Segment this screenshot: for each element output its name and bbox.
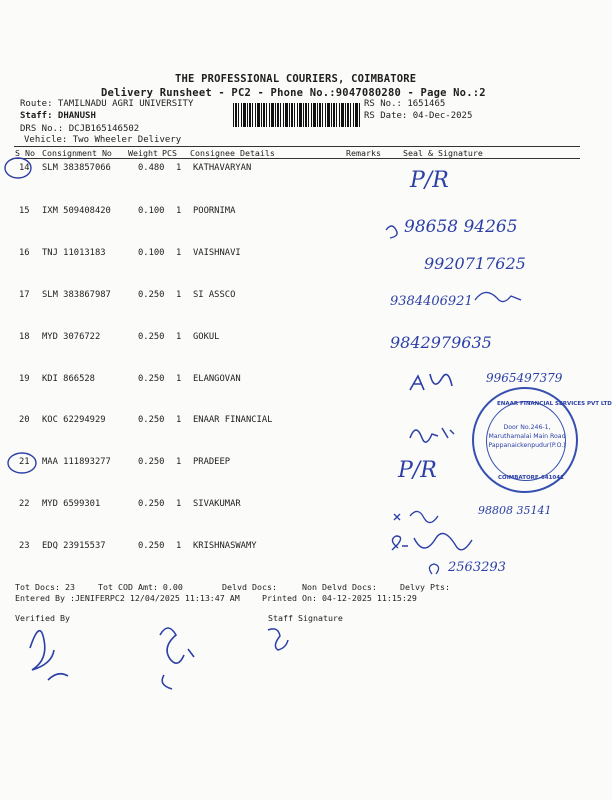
handwriting-row15: 98658 94265 bbox=[404, 217, 518, 237]
row-consignment: EDQ 23915537 bbox=[42, 541, 106, 551]
handwriting-row14: P/R bbox=[410, 168, 449, 193]
row-sno: 22 bbox=[19, 499, 30, 509]
ink-signature-22 bbox=[394, 511, 438, 522]
col-pcs: PCS bbox=[162, 148, 177, 158]
verifier-signature bbox=[30, 631, 68, 680]
row-sno: 21 bbox=[19, 457, 30, 467]
row-sno: 19 bbox=[19, 374, 30, 384]
row-consignment: MYD 6599301 bbox=[42, 499, 101, 509]
row-consignment: SLM 383867987 bbox=[42, 290, 111, 300]
delivered-docs: Delvd Docs: bbox=[222, 582, 277, 592]
row-weight: 0.250 bbox=[138, 290, 165, 300]
row-consignment: KDI 866528 bbox=[42, 374, 95, 384]
handwriting-row23: 2563293 bbox=[448, 560, 506, 575]
verified-by-label: Verified By bbox=[15, 613, 70, 623]
row-pcs: 1 bbox=[176, 374, 182, 384]
delivery-points: Delvy Pts: bbox=[400, 582, 450, 592]
row-consignment: MYD 3076722 bbox=[42, 332, 101, 342]
row-pcs: 1 bbox=[176, 415, 182, 425]
row-sno: 15 bbox=[19, 206, 30, 216]
col-remarks: Remarks bbox=[346, 148, 381, 158]
row-pcs: 1 bbox=[176, 499, 182, 509]
vehicle-label: Vehicle: Two Wheeler Delivery bbox=[24, 135, 182, 145]
row-consignee: ELANGOVAN bbox=[193, 374, 241, 384]
handwriting-row17: 9384406921 bbox=[390, 294, 473, 309]
row-weight: 0.100 bbox=[138, 206, 165, 216]
stamp-address-line2: Maruthamalai Main Road bbox=[488, 433, 566, 440]
rs-number: RS No.: 1651465 bbox=[364, 99, 446, 109]
row-consignment: KOC 62294929 bbox=[42, 415, 106, 425]
row-pcs: 1 bbox=[176, 457, 182, 467]
row-weight: 0.100 bbox=[138, 248, 165, 258]
row-pcs: 1 bbox=[176, 248, 182, 258]
row-sno: 20 bbox=[19, 415, 30, 425]
header-bottom-rule bbox=[14, 158, 580, 159]
row-sno: 23 bbox=[19, 541, 30, 551]
handwriting-row21: P/R bbox=[398, 458, 437, 483]
table-row bbox=[0, 290, 600, 304]
row-consignment: IXM 509408420 bbox=[42, 206, 111, 216]
row-consignment: TNJ 11013183 bbox=[42, 248, 106, 258]
row-consignee: GOKUL bbox=[193, 332, 220, 342]
handwriting-row19: 9965497379 bbox=[486, 371, 563, 385]
company-title: THE PROFESSIONAL COURIERS, COIMBATORE bbox=[175, 73, 417, 85]
row-consignee: POORNIMA bbox=[193, 206, 236, 216]
row-consignee: SIVAKUMAR bbox=[193, 499, 241, 509]
row-sno: 14 bbox=[19, 163, 30, 173]
row-consignee: VAISHNAVI bbox=[193, 248, 241, 258]
row-consignment: MAA 111893277 bbox=[42, 457, 111, 467]
row-pcs: 1 bbox=[176, 206, 182, 216]
handwriting-row22: 98808 35141 bbox=[478, 504, 552, 517]
row-weight: 0.250 bbox=[138, 499, 165, 509]
stamp-address-line1: Door No.246-1, bbox=[503, 424, 551, 431]
col-sno: S No bbox=[15, 148, 35, 158]
table-row bbox=[0, 541, 600, 555]
entered-by: Entered By :JENIFERPC2 12/04/2025 11:13:47 AM bbox=[15, 593, 240, 603]
col-consignee: Consignee Details bbox=[190, 148, 275, 158]
drs-number: DRS No.: DCJB165146502 bbox=[20, 124, 140, 134]
staff-label: Staff: DHANUSH bbox=[20, 111, 96, 121]
ink-signature-20 bbox=[410, 428, 454, 442]
stamp-ring-text: ENAAR FINANCIAL SERVICES PVT LTD bbox=[497, 401, 612, 407]
row-consignee: SI ASSCO bbox=[193, 290, 236, 300]
col-consignment: Consignment No bbox=[42, 148, 112, 158]
company-stamp bbox=[472, 387, 612, 493]
stamp-address-line3: Pappanaickenpudur(P.O.) bbox=[488, 442, 566, 449]
table-row bbox=[0, 163, 600, 177]
total-cod-amount: Tot COD Amt: 0.00 bbox=[98, 582, 183, 592]
entered-signature bbox=[160, 628, 194, 689]
printed-on: Printed On: 04-12-2025 11:15:29 bbox=[262, 593, 417, 603]
row-sno: 16 bbox=[19, 248, 30, 258]
col-weight: Weight bbox=[128, 148, 158, 158]
handwriting-row16: 9920717625 bbox=[424, 254, 526, 273]
handwriting-row18: 9842979635 bbox=[390, 333, 492, 352]
row-pcs: 1 bbox=[176, 332, 182, 342]
stamp-city: COIMBATORE-641041 bbox=[498, 475, 564, 481]
runsheet-subtitle: Delivery Runsheet - PC2 - Phone No.:9047080280 - Page No.:2 bbox=[101, 87, 486, 99]
row-consignee: KATHAVARYAN bbox=[193, 163, 252, 173]
row-weight: 0.480 bbox=[138, 163, 165, 173]
row-pcs: 1 bbox=[176, 541, 182, 551]
row-weight: 0.250 bbox=[138, 332, 165, 342]
ink-initial-15 bbox=[386, 226, 397, 238]
row-consignee: ENAAR FINANCIAL bbox=[193, 415, 273, 425]
ink-mark-23b bbox=[429, 564, 438, 574]
row-sno: 18 bbox=[19, 332, 30, 342]
row-consignment: SLM 383857066 bbox=[42, 163, 111, 173]
barcode-image bbox=[233, 103, 361, 127]
table-row bbox=[0, 332, 600, 346]
route-label: Route: TAMILNADU AGRI UNIVERSITY bbox=[20, 99, 194, 109]
header-top-rule bbox=[14, 146, 580, 147]
row-pcs: 1 bbox=[176, 290, 182, 300]
row-pcs: 1 bbox=[176, 163, 182, 173]
row-weight: 0.250 bbox=[138, 541, 165, 551]
row-weight: 0.250 bbox=[138, 457, 165, 467]
rs-date: RS Date: 04-Dec-2025 bbox=[364, 111, 473, 121]
stamp-address bbox=[484, 423, 570, 450]
row-consignee: KRISHNASWAMY bbox=[193, 541, 257, 551]
staff-signature-label: Staff Signature bbox=[268, 613, 343, 623]
row-weight: 0.250 bbox=[138, 374, 165, 384]
staff-signature-mark bbox=[268, 629, 288, 650]
non-delivered-docs: Non Delvd Docs: bbox=[302, 582, 377, 592]
row-weight: 0.250 bbox=[138, 415, 165, 425]
row-sno: 17 bbox=[19, 290, 30, 300]
row-consignee: PRADEEP bbox=[193, 457, 231, 467]
total-docs: Tot Docs: 23 bbox=[15, 582, 75, 592]
col-seal-signature: Seal & Signature bbox=[403, 148, 483, 158]
